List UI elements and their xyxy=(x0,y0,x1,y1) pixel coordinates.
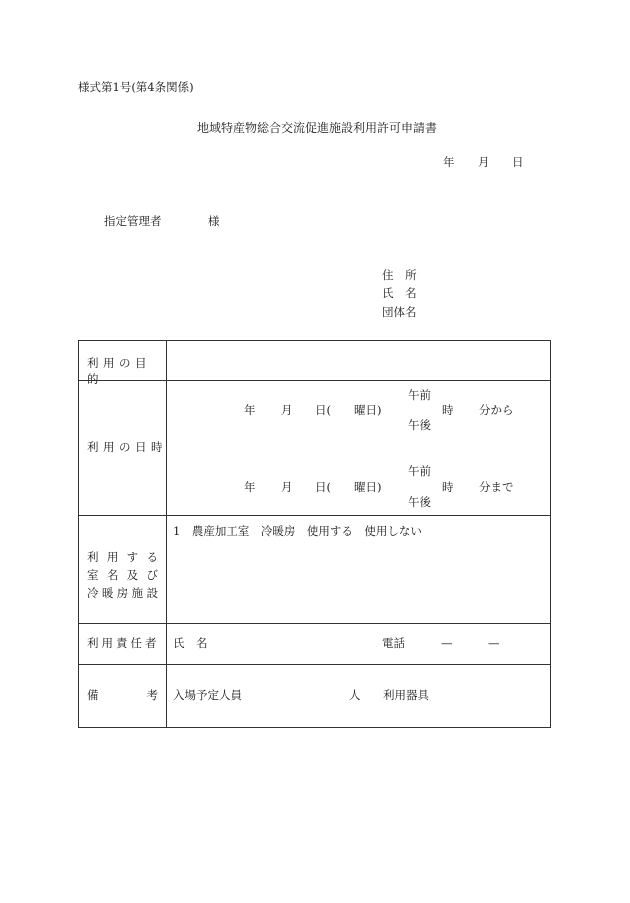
purpose-label-cell xyxy=(79,341,167,386)
rooms-label-cell xyxy=(79,516,167,624)
rooms-label-line-2: 室名及び xyxy=(87,568,158,582)
responsible-value-cell[interactable] xyxy=(167,624,551,665)
to-weekday: 曜日) xyxy=(354,480,382,494)
remarks-row xyxy=(79,665,551,728)
remarks-attendees-label: 入場予定人員 xyxy=(173,688,242,702)
responsible-label-cell xyxy=(79,624,167,665)
rooms-label-line-1: 利用する xyxy=(87,550,158,564)
remarks-label-b: 考 xyxy=(146,688,158,702)
document-title: 地域特産物総合交流促進施設利用許可申請書 xyxy=(197,121,438,135)
remarks-equipment-label: 利用器具 xyxy=(383,688,429,702)
from-suffix: 分から xyxy=(479,403,514,417)
purpose-label-text: 利用の目的 xyxy=(87,356,151,386)
to-day: 日( xyxy=(315,480,331,494)
rooms-row xyxy=(79,516,551,624)
rooms-value-cell[interactable] xyxy=(167,516,551,624)
addressee-honorific: 様 xyxy=(208,214,220,228)
addressee-manager: 指定管理者 xyxy=(104,214,162,228)
responsible-phone-dash-2: — xyxy=(488,636,500,650)
date-year: 年 xyxy=(443,155,455,169)
purpose-row xyxy=(79,341,551,381)
responsible-phone-label: 電話 xyxy=(382,636,405,650)
applicant-name-label: 氏 名 xyxy=(382,286,421,300)
responsible-label: 利用責任者 xyxy=(87,636,160,650)
from-day: 日( xyxy=(315,403,331,417)
to-pm: 午後 xyxy=(408,495,431,509)
form-number: 様式第1号(第4条関係) xyxy=(78,80,194,94)
remarks-label-a: 備 xyxy=(87,688,99,702)
datetime-value-cell[interactable] xyxy=(167,381,551,516)
remarks-label-cell xyxy=(79,665,167,728)
applicant-group-label: 団体名 xyxy=(382,305,417,319)
responsible-row xyxy=(79,624,551,665)
from-am: 午前 xyxy=(408,388,431,402)
application-table xyxy=(78,340,551,728)
datetime-label-cell xyxy=(79,381,167,516)
to-hour: 時 xyxy=(442,480,454,494)
to-month: 月 xyxy=(281,480,293,494)
from-year: 年 xyxy=(244,403,256,417)
rooms-entry: 1 農産加工室 冷暖房 使用する 使用しない xyxy=(173,524,422,538)
from-pm: 午後 xyxy=(408,418,431,432)
from-weekday: 曜日) xyxy=(354,403,382,417)
to-year: 年 xyxy=(244,480,256,494)
from-hour: 時 xyxy=(442,403,454,417)
datetime-label: 利用の日時 xyxy=(87,440,167,454)
to-am: 午前 xyxy=(408,464,431,478)
purpose-value-cell[interactable] xyxy=(167,341,551,381)
applicant-address-label: 住 所 xyxy=(382,268,421,282)
remarks-value-cell[interactable] xyxy=(167,665,551,728)
rooms-label-line-3: 冷暖房施設 xyxy=(87,586,158,600)
datetime-row xyxy=(79,381,551,516)
responsible-phone-dash-1: — xyxy=(441,636,453,650)
date-month: 月 xyxy=(478,155,490,169)
date-day: 日 xyxy=(512,155,524,169)
to-suffix: 分まで xyxy=(479,480,514,494)
from-month: 月 xyxy=(281,403,293,417)
responsible-name-label: 氏 名 xyxy=(173,636,208,650)
remarks-people-unit: 人 xyxy=(349,688,361,702)
rooms-label xyxy=(87,548,158,602)
